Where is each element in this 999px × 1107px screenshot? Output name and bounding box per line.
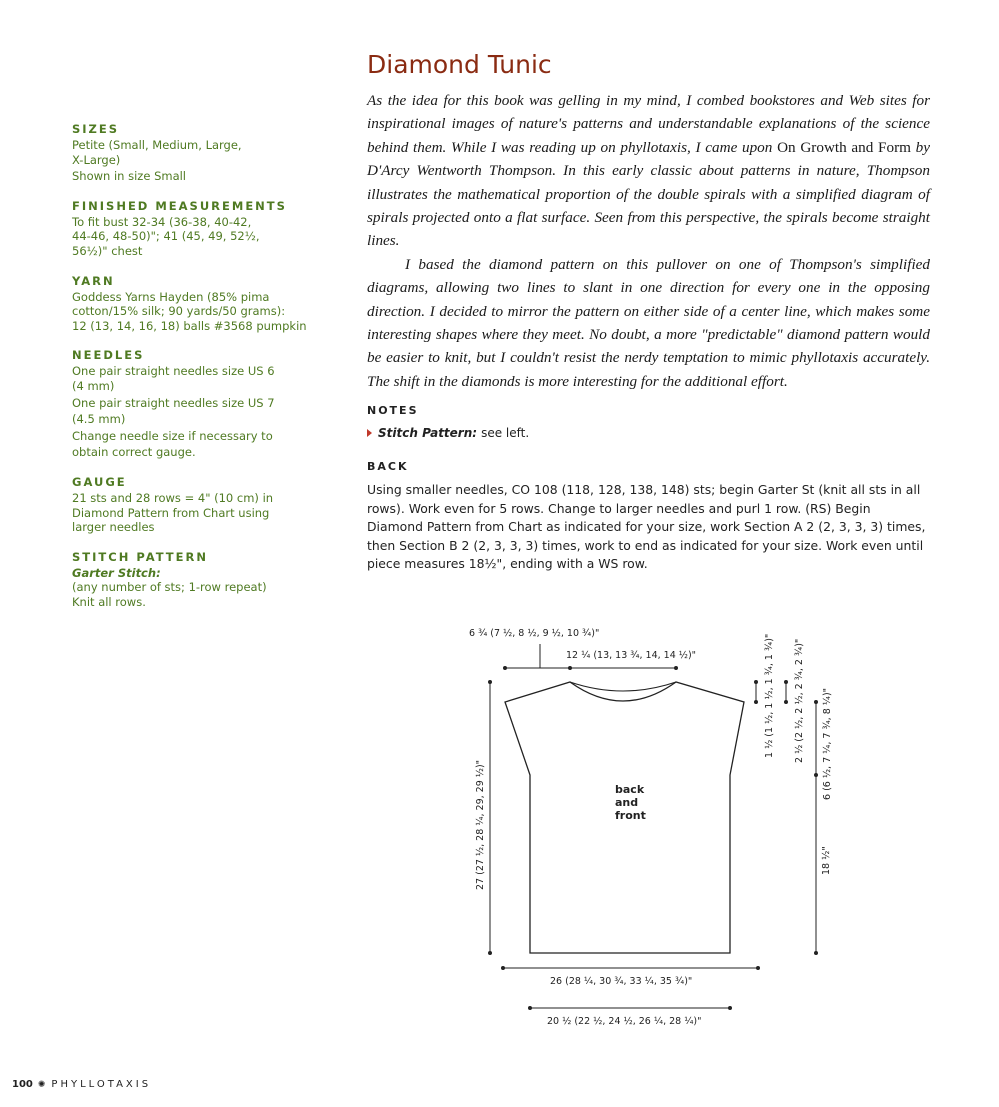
needles-line: (4.5 mm)	[72, 412, 126, 427]
schematic-diagram	[455, 620, 835, 1030]
ornament-icon: ✺	[37, 1079, 46, 1090]
shoulder-drop-label: 2 ½ (2 ½, 2 ½, 2 ¾, 2 ¾)"	[794, 638, 805, 763]
dimension-dot	[528, 1006, 532, 1010]
finished-line: 56½)" chest	[72, 243, 143, 258]
notes-heading: NOTES	[367, 404, 419, 417]
intro-paragraph: I based the diamond pattern on this pullover on one of Thompson's simplified diagrams, allowing two lines to slant in one direction for every one in the opposing direction. I decided to mirror the pattern on either side of a center line, which makes some interesting shapes where they meet. No doubt, a more "predictable" diamond pattern would be easier to knit, but I couldn't resist the nerdy temptation to mimic phyllotaxis accurately. The shift in the diamonds is more interesting for the additional effort.	[367, 255, 930, 390]
dimension-dot	[674, 666, 678, 670]
yarn-heading: YARN	[72, 273, 115, 288]
finished-measurements-heading: FINISHED MEASUREMENTS	[72, 198, 287, 213]
sidebar-specs	[72, 122, 342, 624]
section-name: PHYLLOTAXIS	[51, 1079, 152, 1090]
gauge-line: 21 sts and 28 rows = 4" (10 cm) in	[72, 490, 274, 505]
page-number: 100	[12, 1079, 33, 1090]
intro-text-a: As the idea for this book was gelling in my mind, I combed bookstores and Web sites for inspirational images of nature's patterns and understandable explanations of the science behind them. While I was reading up on phyllotaxis, I came upon	[367, 92, 930, 156]
garter-stitch-subheading: Garter Stitch:	[72, 565, 161, 580]
yarn-section	[72, 274, 342, 334]
dimension-dot	[814, 951, 818, 955]
dimension-dot	[756, 966, 760, 970]
needles-line: One pair straight needles size US 7	[72, 395, 275, 410]
dimension-dot	[503, 666, 507, 670]
dimension-dot	[568, 666, 572, 670]
side-length-label: 18 ½"	[821, 846, 832, 875]
dimension-dot	[488, 951, 492, 955]
dimension-dot	[754, 700, 758, 704]
neck-drop-label: 1 ½ (1 ½, 1 ½, 1 ¾, 1 ¾)"	[764, 633, 775, 758]
dimension-dot	[728, 1006, 732, 1010]
sizes-section	[72, 122, 342, 184]
page-footer	[12, 1079, 151, 1090]
stitch-line: (any number of sts; 1-row repeat)	[72, 580, 267, 595]
sizes-line: Petite (Small, Medium, Large,	[72, 138, 242, 152]
sizes-line: X-Large)	[72, 152, 121, 167]
needles-heading: NEEDLES	[72, 348, 145, 363]
bullet-icon	[367, 429, 372, 437]
intro-text	[367, 89, 930, 393]
intro-paragraph	[367, 89, 930, 253]
yarn-line: 12 (13, 14, 16, 18) balls #3568 pumpkin	[72, 318, 307, 333]
total-length-label: 27 (27 ½, 28 ¼, 29, 29 ½)"	[475, 759, 486, 890]
piece-label-and: and	[615, 796, 639, 809]
dimension-dot	[784, 700, 788, 704]
shoulder-width-label: 6 ¾ (7 ½, 8 ½, 9 ½, 10 ¾)"	[469, 628, 600, 639]
back-heading: BACK	[367, 460, 409, 473]
needles-line: Change needle size if necessary to	[72, 428, 273, 443]
neckline-inner	[570, 682, 676, 691]
needles-line: obtain correct gauge.	[72, 445, 196, 460]
notes-item-label: Stitch Pattern:	[378, 426, 478, 440]
hem-label: 20 ½ (22 ½, 24 ½, 26 ¼, 28 ¼)"	[547, 1016, 702, 1027]
needles-section	[72, 348, 342, 460]
dimension-dot	[501, 966, 505, 970]
dimension-dot	[784, 680, 788, 684]
stitch-line: Knit all rows.	[72, 594, 146, 609]
dimension-dot	[814, 700, 818, 704]
needles-line: One pair straight needles size US 6	[72, 364, 275, 379]
gauge-heading: GAUGE	[72, 474, 127, 489]
yarn-line: cotton/15% silk; 90 yards/50 grams):	[72, 304, 286, 319]
yarn-line: Goddess Yarns Hayden (85% pima	[72, 289, 270, 304]
notes-item	[367, 426, 529, 440]
finished-measurements-section	[72, 199, 342, 259]
stitch-pattern-heading: STITCH PATTERN	[72, 549, 208, 564]
intro-text-b: by D'Arcy Wentworth Thompson. In this early classic about patterns in nature, Thompson illustrates the mathematical proportion of the double spirals with a simplified diagram of spirals projected onto a flat surface. Seen from this perspective, the spirals become straight lines.	[367, 138, 930, 250]
page-title: Diamond Tunic	[367, 50, 552, 79]
gauge-section	[72, 475, 342, 535]
width-label: 26 (28 ¼, 30 ¾, 33 ¼, 35 ¾)"	[550, 976, 693, 987]
finished-line: 44-46, 48-50)"; 41 (45, 49, 52½,	[72, 229, 260, 244]
piece-label-back: back	[615, 783, 645, 796]
sizes-shown: Shown in size Small	[72, 169, 187, 184]
gauge-line: larger needles	[72, 520, 155, 535]
neck-width-label: 12 ¼ (13, 13 ¾, 14, 14 ½)"	[566, 650, 697, 661]
gauge-line: Diamond Pattern from Chart using	[72, 505, 270, 520]
notes-item-text: see left.	[481, 426, 530, 440]
piece-label-front: front	[615, 809, 646, 822]
needles-line: (4 mm)	[72, 378, 115, 393]
dimension-dot	[488, 680, 492, 684]
stitch-pattern-section	[72, 550, 342, 610]
finished-line: To fit bust 32-34 (36-38, 40-42,	[72, 214, 252, 229]
armhole-label: 6 (6 ½, 7 ¼, 7 ¾, 8 ¼)"	[822, 687, 833, 800]
sizes-heading: SIZES	[72, 122, 120, 136]
book-title: On Growth and Form	[777, 138, 911, 156]
back-instructions: Using smaller needles, CO 108 (118, 128, 138, 148) sts; begin Garter St (knit all sts in all rows). Work even for 5 rows. Change to larger needles and purl 1 row. (RS) Begin Diamond Pattern from Chart as indicated for your size, work Section A 2 (2, 3, 3, 3) times, then Section B 2 (2, 3, 3, 3) times, work to end as indicated for your size. Work even until piece measures 18½", ending with a WS row.	[367, 482, 926, 572]
dimension-dot	[754, 680, 758, 684]
